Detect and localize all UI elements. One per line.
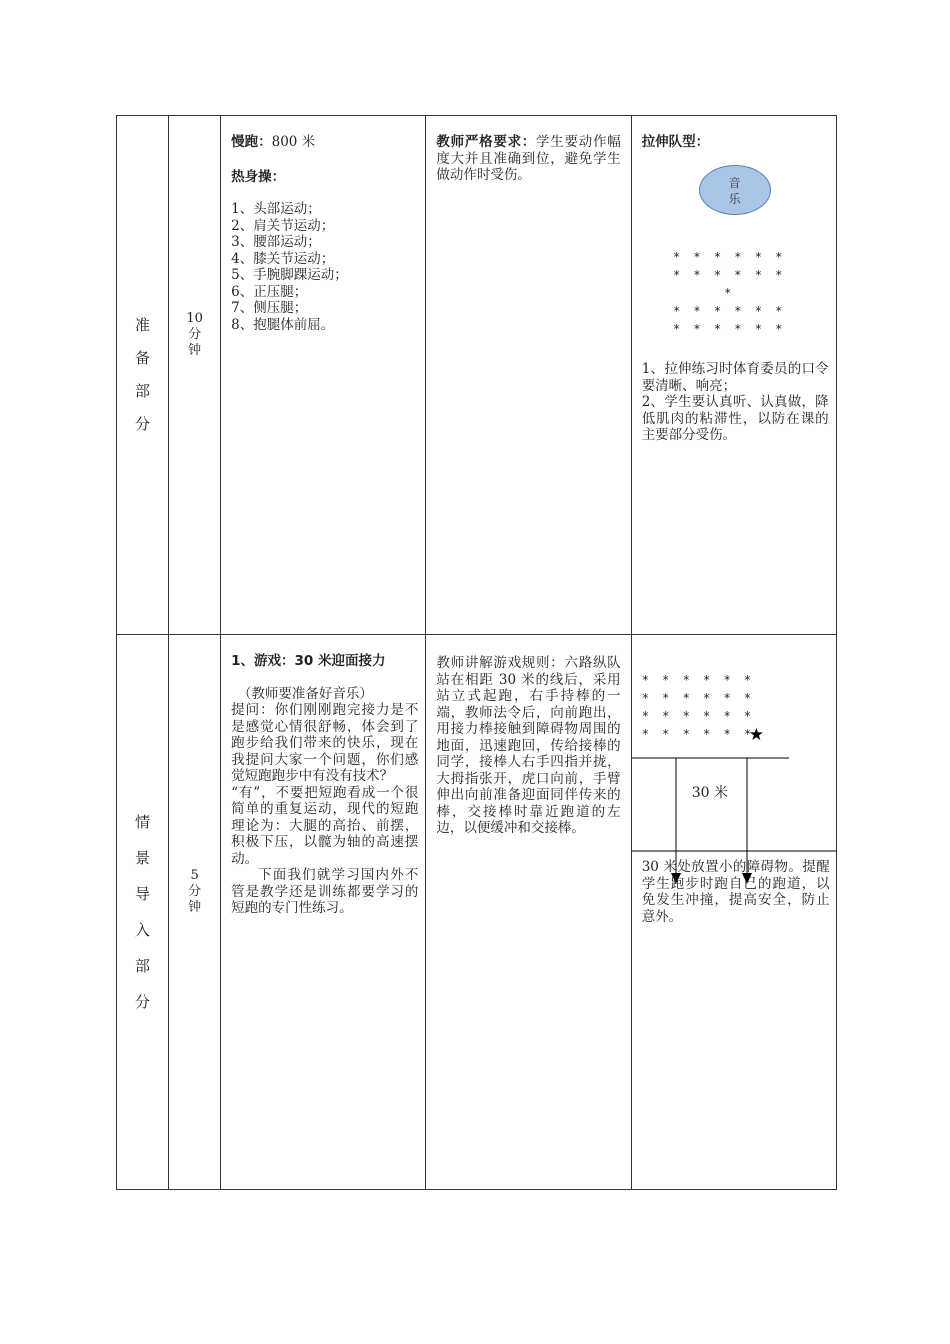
intro-paragraph: 下面我们就学习国内外不管是教学还是训练都要学习的短跑的专门性练习。 [231, 867, 419, 916]
warmup-label: 热身操： [231, 168, 286, 185]
safety-note: 30 米处放置小的障碍物。提醒学生跑步时跑自己的跑道，以免发生冲撞，提高安全，防止意外。 [641, 859, 830, 925]
jog-line: 慢跑：800 米 [231, 134, 316, 150]
list-item: 5、手腕脚踝运动； [231, 267, 348, 283]
formation-row: * * * * * * [672, 268, 786, 282]
section-name: 情 景 导 入 部 分 [135, 813, 151, 1011]
section-cell [117, 116, 169, 635]
teacher-requirement: 教师严格要求：学生要动作幅度大并且准确到位，避免学生做动作时受伤。 [436, 134, 621, 183]
list-item: 6、正压腿； [231, 283, 308, 300]
warmup-list [231, 201, 419, 333]
formation-row: * * * * * * [672, 322, 786, 336]
game-rules: 教师讲解游戏规则：六路纵队站在相距 30 米的线后，采用站立式起跑，右手持棒的一端，教师法令后，向前跑出，用接力棒接触到障碍物周围的地面，迅速跑回，传给接棒的同学，接棒人右手四指并拢，大拇指张开，虎口向前，手臂伸出向前准备迎面同伴传来的棒，交接棒时靠近跑道的左边，以便缓冲和交接棒。 [436, 655, 621, 836]
relay-formation [642, 671, 754, 743]
teacher-cell [426, 116, 631, 635]
intro-paragraph: （教师要准备好音乐） [237, 685, 373, 702]
formation-row: * * * * * * [641, 727, 755, 741]
content-cell [221, 116, 426, 635]
formation-row: * * * * * * [672, 250, 786, 264]
intro-paragraph: “有”，不要把短跑看成一个很简单的重复运动，现代的短跑理论为：大腿的高抬、前摆，积极下压，以髋为轴的高速摆动。 [231, 784, 419, 867]
organization-cell [631, 116, 836, 635]
warmup-row [117, 116, 837, 635]
list-item: 1、头部运动； [231, 201, 321, 217]
formation-row: * * * * * * [641, 709, 755, 723]
list-item: 8、抱腿体前屈。 [231, 316, 335, 333]
star-icon: ★ [748, 725, 764, 745]
game-title: 1、游戏：30 米迎面接力 [231, 653, 386, 669]
content-cell [221, 635, 426, 1190]
teacher-cell [426, 635, 631, 1190]
intro-paragraph: 提问：你们刚刚跑完接力是不是感觉心情很舒畅，体会到了跑步给我们带来的快乐，现在我提问大家一个问题，你们感觉短跑跑步中有没有技术？ [231, 702, 419, 784]
time-cell [169, 635, 221, 1190]
music-ellipse: 音 乐 [699, 165, 771, 215]
stretch-notes: 1、拉伸练习时体育委员的口令要清晰、响亮； 2、学生要认真听、认真做，降低肌肉的粘滞性，以防在课的主要部分受伤。 [641, 361, 829, 443]
time-label: 10 分 钟 [186, 311, 203, 358]
formation-row: * * * * * * [641, 691, 755, 705]
formation-row: * * * * * * [672, 304, 786, 318]
list-item: 4、膝关节运动； [231, 250, 335, 267]
section-cell [117, 635, 169, 1190]
section-name: 准 备 部 分 [135, 316, 151, 433]
stretch-formation [672, 248, 787, 338]
organization-cell [631, 635, 836, 1190]
time-label: 5 分 钟 [188, 868, 202, 915]
list-item: 2、肩关节运动； [231, 217, 335, 234]
formation-row: * [724, 286, 735, 300]
time-cell [169, 116, 221, 635]
intro-row [117, 635, 837, 1190]
list-item: 7、侧压腿； [231, 300, 308, 316]
distance-label: 30 米 [691, 785, 728, 801]
lesson-plan-table [116, 115, 837, 1190]
formation-row: * * * * * * [641, 673, 755, 687]
formation-title: 拉伸队型： [641, 134, 710, 150]
list-item: 3、腰部运动； [231, 234, 321, 250]
